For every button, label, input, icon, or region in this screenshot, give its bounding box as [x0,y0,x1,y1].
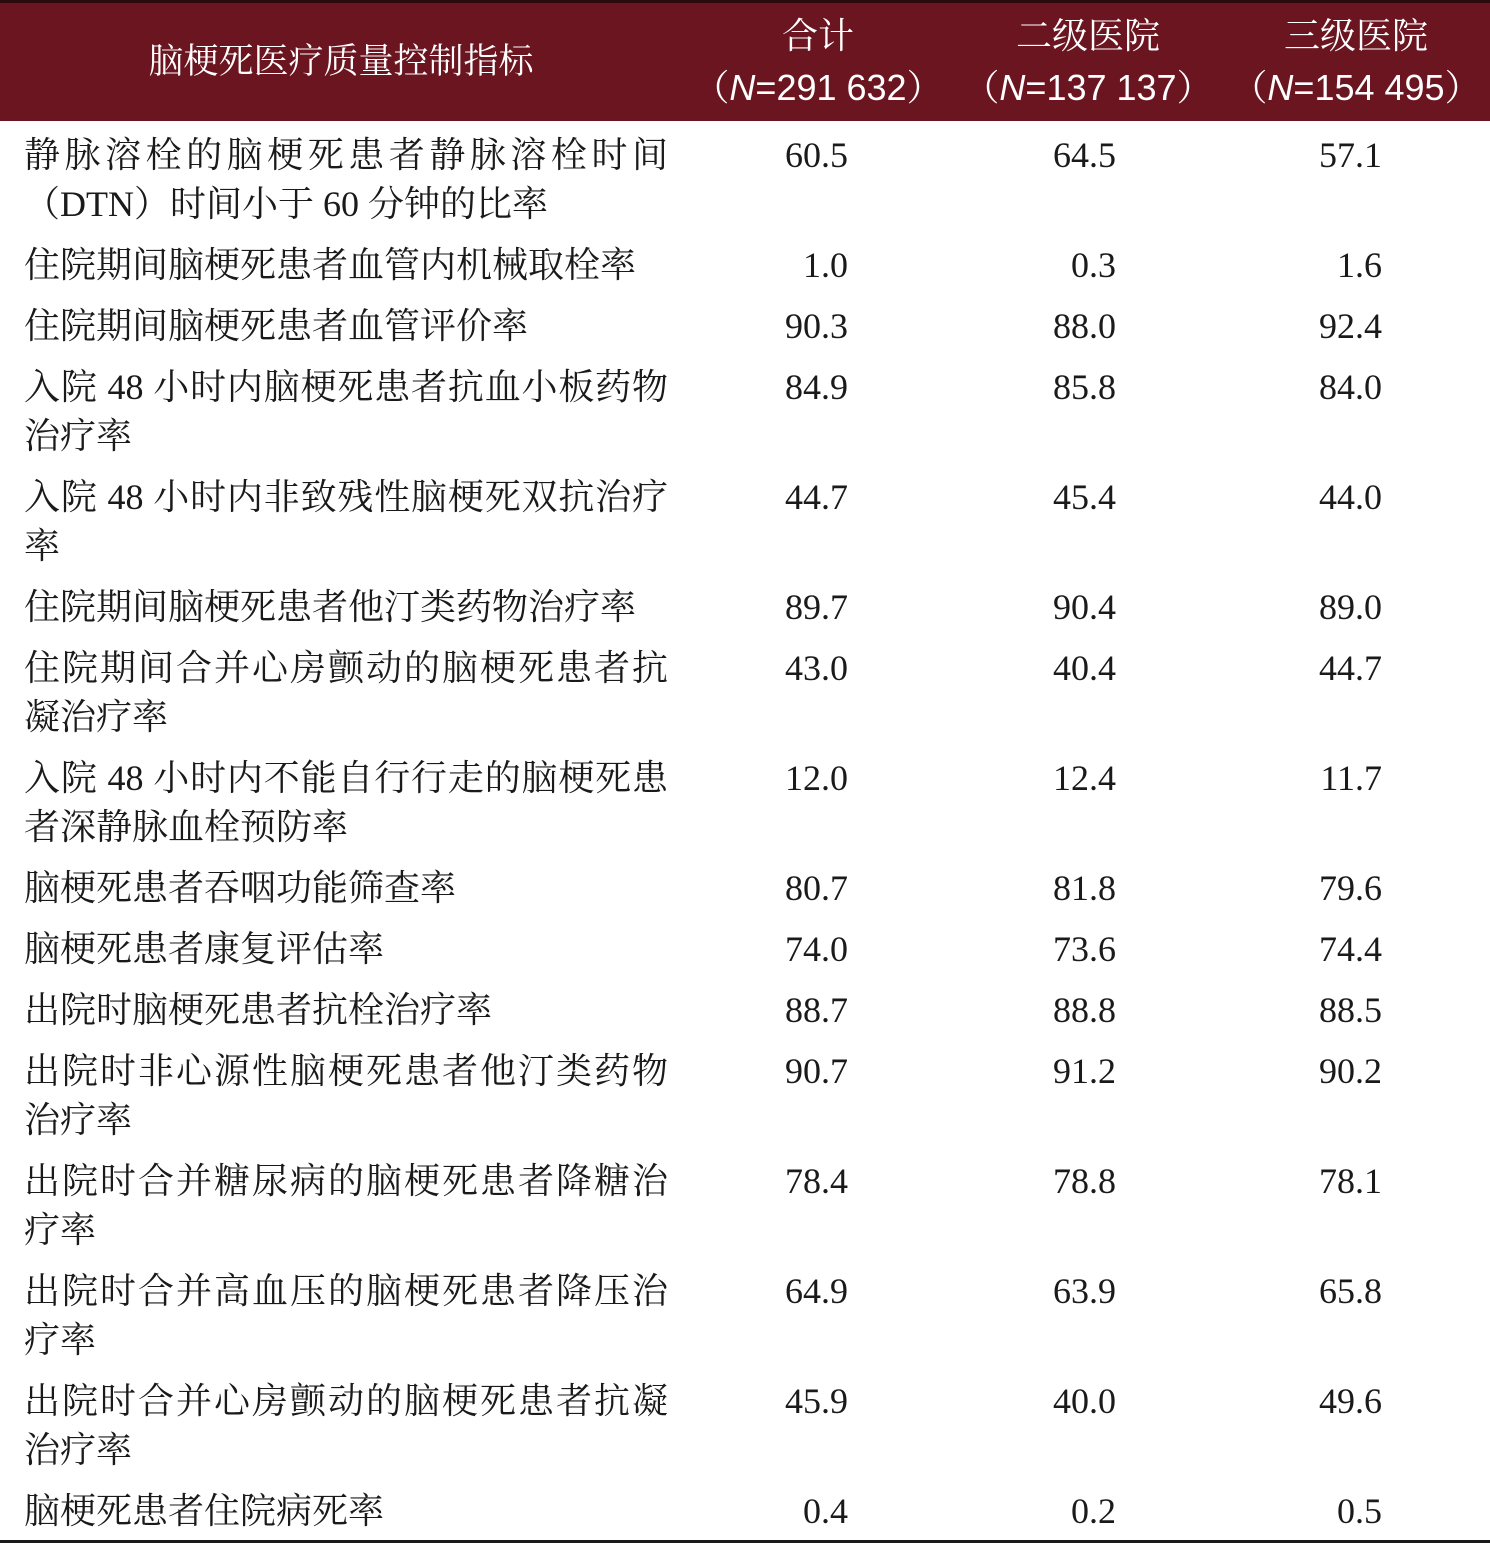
header-row [0,2,1490,122]
header-total-n-close: ） [906,67,943,108]
row-secondary-value: 81.8 [1053,868,1116,908]
header-total-n-value: =291 632 [755,67,907,108]
row-secondary-value: 85.8 [1053,367,1116,407]
row-secondary-value: 0.2 [954,1477,1222,1542]
row-indicator-name: 入院 48 小时内不能自行行走的脑梗死患者深静脉血栓预防率 [24,758,668,847]
row-secondary-value: 12.4 [1053,758,1116,798]
row-total-value: 78.4 [785,1161,848,1201]
row-tertiary-value: 84.0 [1319,367,1382,407]
header-total [682,2,954,122]
row-secondary-value: 88.0 [1053,306,1116,346]
row-tertiary-value: 44.0 [1319,477,1382,517]
row-total-value: 0.4 [682,1477,954,1542]
row-secondary-value: 88.8 [1053,990,1116,1030]
table-row [0,231,1490,292]
row-secondary-value: 78.8 [1053,1161,1116,1201]
row-secondary-value: 45.4 [1053,477,1116,517]
table-body [0,121,1490,1542]
row-total-value: 45.9 [785,1381,848,1421]
table-row [0,1477,1490,1542]
row-total-value: 84.9 [785,367,848,407]
header-indicator: 脑梗死医疗质量控制指标 [0,2,682,122]
row-secondary-value: 63.9 [1053,1271,1116,1311]
header-secondary-n-value: =137 137 [1025,67,1177,108]
header-secondary [954,2,1222,122]
row-indicator-name: 住院期间脑梗死患者血管内机械取栓率 [24,245,637,285]
row-tertiary-value: 57.1 [1319,135,1382,175]
row-tertiary-value: 79.6 [1319,868,1382,908]
header-secondary-n [954,62,1222,114]
header-tertiary-n-symbol: N [1267,67,1294,108]
row-tertiary-value: 11.7 [1320,758,1382,798]
table-row [0,1037,1490,1147]
row-tertiary-value: 89.0 [1319,587,1382,627]
row-indicator-name: 脑梗死患者康复评估率 [24,929,385,969]
table-row [0,1147,1490,1257]
row-total-value: 12.0 [785,758,848,798]
table-row [0,634,1490,744]
row-tertiary-value: 49.6 [1319,1381,1382,1421]
row-indicator-name: 入院 48 小时内非致残性脑梗死双抗治疗率 [24,477,668,566]
row-total-value: 1.0 [803,245,848,285]
row-total-value: 88.7 [785,990,848,1030]
table-row [0,121,1490,231]
header-tertiary-label: 三级医院 [1283,15,1428,56]
row-secondary-value: 40.4 [1053,648,1116,688]
row-indicator-name: 出院时合并高血压的脑梗死患者降压治疗率 [24,1271,668,1360]
row-secondary-value: 40.0 [1053,1381,1116,1421]
row-total-value: 89.7 [785,587,848,627]
row-total-value: 90.3 [785,306,848,346]
table-row [0,854,1490,915]
row-tertiary-value: 44.7 [1319,648,1382,688]
table-row [0,976,1490,1037]
row-indicator-name: 出院时非心源性脑梗死患者他汀类药物治疗率 [24,1051,668,1140]
table-row [0,1367,1490,1477]
header-secondary-label: 二级医院 [1015,15,1160,56]
table-row [0,915,1490,976]
header-tertiary-n [1222,62,1490,114]
header-tertiary-n-value: =154 495 [1293,67,1445,108]
row-secondary-value: 73.6 [1053,929,1116,969]
row-total-value: 74.0 [785,929,848,969]
row-tertiary-value: 1.6 [1337,245,1382,285]
row-secondary-value: 64.5 [1053,135,1116,175]
row-total-value: 80.7 [785,868,848,908]
header-total-n-open: （ [693,67,730,108]
row-indicator-name: 入院 48 小时内脑梗死患者抗血小板药物治疗率 [24,367,668,456]
row-indicator-name: 脑梗死患者住院病死率 [0,1477,682,1542]
row-secondary-value: 0.3 [1071,245,1116,285]
header-tertiary-n-open: （ [1231,67,1268,108]
row-tertiary-value: 88.5 [1319,990,1382,1030]
row-indicator-name: 住院期间脑梗死患者血管评价率 [24,306,529,346]
row-secondary-value: 90.4 [1053,587,1116,627]
row-tertiary-value: 90.2 [1319,1051,1382,1091]
table-row [0,353,1490,463]
row-total-value: 64.9 [785,1271,848,1311]
table-row [0,573,1490,634]
row-total-value: 90.7 [785,1051,848,1091]
row-secondary-value: 91.2 [1053,1051,1116,1091]
row-tertiary-value: 65.8 [1319,1271,1382,1311]
table-header [0,2,1490,122]
row-indicator-name: 住院期间合并心房颤动的脑梗死患者抗凝治疗率 [24,648,668,737]
row-total-value: 44.7 [785,477,848,517]
table-row [0,292,1490,353]
table-row [0,463,1490,573]
row-indicator-name: 住院期间脑梗死患者他汀类药物治疗率 [24,587,637,627]
row-tertiary-value: 74.4 [1319,929,1382,969]
header-total-label: 合计 [781,15,854,56]
header-secondary-n-close: ） [1176,67,1213,108]
row-indicator-name: 出院时合并心房颤动的脑梗死患者抗凝治疗率 [24,1381,668,1470]
row-total-value: 43.0 [785,648,848,688]
table-row [0,1257,1490,1367]
header-total-n-symbol: N [729,67,756,108]
row-tertiary-value: 0.5 [1222,1477,1490,1542]
header-secondary-n-open: （ [963,67,1000,108]
header-total-n [682,62,954,114]
row-total-value: 60.5 [785,135,848,175]
row-indicator-name: 出院时脑梗死患者抗栓治疗率 [24,990,493,1030]
header-secondary-n-symbol: N [999,67,1026,108]
row-tertiary-value: 78.1 [1319,1161,1382,1201]
header-tertiary [1222,2,1490,122]
row-indicator-name: 出院时合并糖尿病的脑梗死患者降糖治疗率 [24,1161,668,1250]
header-tertiary-n-close: ） [1444,67,1481,108]
table-row [0,744,1490,854]
row-tertiary-value: 92.4 [1319,306,1382,346]
row-indicator-name: 脑梗死患者吞咽功能筛查率 [24,868,457,908]
row-indicator-name: 静脉溶栓的脑梗死患者静脉溶栓时间（DTN）时间小于 60 分钟的比率 [24,135,668,224]
